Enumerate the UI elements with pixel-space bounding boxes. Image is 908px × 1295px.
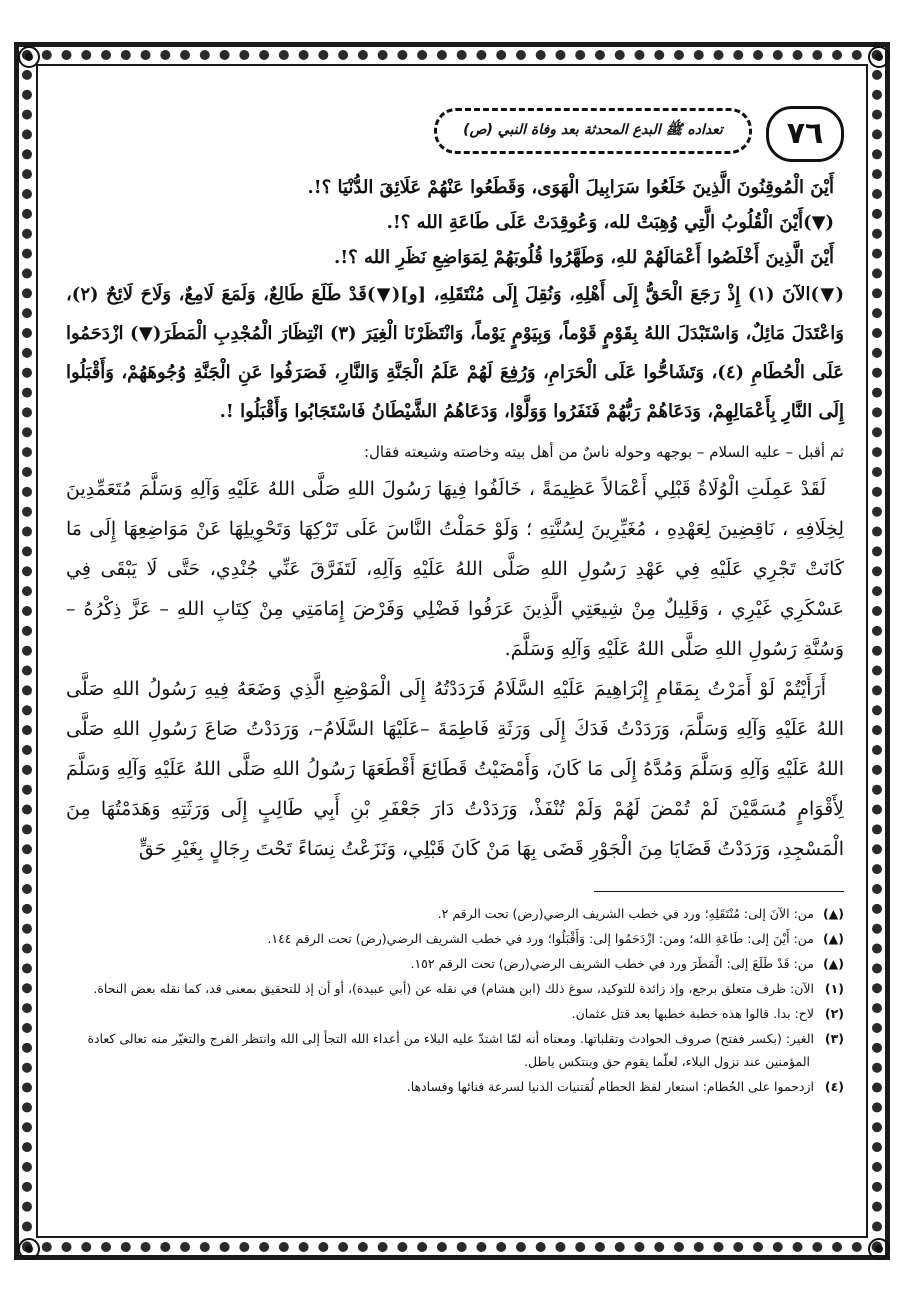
footnote-mark: (▲) — [822, 931, 844, 946]
footnote-text: الآن: ظرف متعلق برجع، وإذ زائدة للتوكيد، سوغ ذلك (ابن هشام) في نقله عن (أبي عبيدة)، أو أن إذ للتحقيق بمعنى قد، كما نقله بعض النحاة. — [93, 981, 814, 996]
footnote-mark: (▲) — [822, 956, 844, 971]
footnote-text: من: أَيْنَ إلى: طَاعَةِ الله؛ ومن: ازْدَحَمُوا إلى: وَأَقْبَلُوا؛ ورد في خطب الشريف الرضي(رض) تحت الرقم ١٤٤. — [267, 931, 814, 946]
footnote — [66, 927, 844, 950]
verse-line: أَيْنَ الْمُوقِنُونَ الَّذِينَ خَلَعُوا سَرَابِيلَ الْهَوَى، وَقَطَعُوا عَنْهُمْ عَلَائِقَ الدُّنْيَا ؟!. — [307, 177, 834, 198]
footnotes — [66, 902, 844, 1098]
footnote — [66, 1027, 844, 1073]
footnote-mark: (▲) — [822, 906, 844, 921]
footnote — [66, 952, 844, 975]
footnote — [66, 1075, 844, 1098]
verse-line: (▼)أَيْنَ الْقُلُوبُ الَّتِي وُهِبَتْ لله، وَعُوقِدَتْ عَلَى طَاعَةِ الله ؟!. — [386, 212, 834, 233]
corner-ornament-icon — [16, 1236, 42, 1262]
footnote — [66, 1002, 844, 1025]
speech-paragraph: لَقَدْ عَمِلَتِ الْوُلَاةُ قَبْلِي أَعْمَالاً عَظِيمَةً ، خَالَفُوا فِيهَا رَسُولَ اللهِ صَلَّى اللهُ عَلَيْهِ وَآلِهِ وَسَلَّمَ مُتَعَمِّدِينَ لِخِلَافِهِ ، نَاقِضِينَ لِعَهْدِهِ ، مُغَيِّرِينَ لِسُنَّتِهِ ؛ وَلَوْ حَمَلْتُ النَّاسَ عَلَى تَرْكِهَا وَتَحْوِيلِهَا عَنْ مَوَاضِعِهَا إِلَى مَا كَانَتْ تَجْرِي عَلَيْهِ فِي عَهْدِ رَسُولِ اللهِ صَلَّى اللهُ عَلَيْهِ وَآلِهِ، لَتَفَرَّقَ عَنِّي جُنْدِي، حَتَّى لَا يَبْقَى فِي عَسْكَرِي غَيْرِي ، وَقَلِيلٌ مِنْ شِيعَتِي الَّذِينَ عَرَفُوا فَضْلِي وَفَرْضَ إِمَامَتِي مِنْ كِتَابِ اللهِ – عَزَّ ذِكْرُهُ – وَسُنَّةِ رَسُولِ اللهِ صَلَّى اللهُ عَلَيْهِ وَآلِهِ وَسَلَّمَ. — [66, 478, 844, 660]
footnote-mark: (٤) — [824, 1079, 844, 1094]
corner-ornament-icon — [866, 1236, 892, 1262]
footnote — [66, 977, 844, 1000]
footnote-text: ازدحموا على الحُطام: استعار لفظ الحطام لُقتنيات الدنيا لسرعة فنائها وفسادها. — [406, 1079, 814, 1094]
chapter-title: تعداده ﷺ البدع المحدثة بعد وفاة النبي (ص) — [434, 108, 752, 154]
speech-paragraph: أَرَأَيْتُمْ لَوْ أَمَرْتُ بِمَقَامِ إِبْرَاهِيمَ عَلَيْهِ السَّلَامُ فَرَدَدْتُهُ إِلَى الْمَوْضِعِ الَّذِي وَضَعَهُ فِيهِ رَسُولُ اللهِ صَلَّى اللهُ عَلَيْهِ وَآلِهِ وَسَلَّمَ، وَرَدَدْتُ فَدَكَ إِلَى وَرَثَةِ فَاطِمَةَ –عَلَيْهَا السَّلَامُ–، وَرَدَدْتُ صَاعَ رَسُولِ اللهِ صَلَّى اللهُ عَلَيْهِ وَآلِهِ وَسَلَّمَ وَمُدَّهُ إِلَى مَا كَانَ، وَأَمْضَيْتُ قَطَائِعَ أَقْطَعَهَا رَسُولُ اللهِ صَلَّى اللهُ عَلَيْهِ وَآلِهِ وَسَلَّمَ لِأَقْوَامٍ مُسَمَّيْنَ لَمْ تُمْضَ لَهُمْ وَلَمْ تُنْفَذْ، وَرَدَدْتُ دَارَ جَعْفَرِ بْنِ أَبِي طَالِبٍ إِلَى وَرَثَتِهِ وَهَدَمْتُهَا مِنَ الْمَسْجِدِ، وَرَدَدْتُ قَضَايَا مِنَ الْجَوْرِ قَضَى بِهَا مَنْ كَانَ قَبْلِي، وَنَزَعْتُ نِسَاءً تَحْتَ رِجَالٍ بِغَيْرِ حَقٍّ — [66, 678, 844, 860]
footnote-text: لاح: بدا. قالوا هذه خطبة خطبها بعد قتل عثمان. — [571, 1006, 814, 1021]
footnote-text: من: قَدْ طَلَعَ إلى: الْمَطَرَ ورد في خطب الشريف الرضي(رض) تحت الرقم ١٥٢. — [410, 956, 814, 971]
page-header — [66, 100, 844, 166]
footnote-mark: (٣) — [824, 1031, 844, 1046]
corner-ornament-icon — [16, 44, 42, 70]
page-number: ٧٦ — [766, 106, 844, 162]
narration-intro: ثم أقبل – عليه السلام – بوجهه وحوله ناسٌ من أهل بيته وخاصته وشيعته فقال: — [363, 443, 844, 461]
corner-ornament-icon — [866, 44, 892, 70]
footnote-mark: (١) — [824, 981, 844, 996]
footnote — [66, 902, 844, 925]
page-content — [66, 100, 844, 1210]
sermon-paragraph: (▼)الآنَ (١) إِذْ رَجَعَ الْحَقُّ إِلَى أَهْلِهِ، وَنُقِلَ إِلَى مُنْتَقَلِهِ، [و](▼)قَدْ طَلَعَ طَالِعٌ، وَلَمَعَ لَامِعٌ، وَلَاحَ لَائِحٌ (٢)، وَاعْتَدَلَ مَائِلٌ، وَاسْتَبْدَلَ اللهُ بِقَوْمٍ قَوْماً، وَبِيَوْمٍ يَوْماً، وَانْتَظَرْنَا الْغِيَرَ (٣) انْتِظَارَ الْمُجْدِبِ الْمَطَرَ(▼) ازْدَحَمُوا عَلَى الْحُطَامِ (٤)، وَتَشَاحُّوا عَلَى الْحَرَامِ، وَرُفِعَ لَهُمْ عَلَمُ الْجَنَّةِ وَالنَّارِ، فَصَرَفُوا عَنِ الْجَنَّةِ وُجُوهَهُمْ، وَأَقْبَلُوا إِلَى النَّارِ بِأَعْمَالِهِمْ، وَدَعَاهُمْ رَبُّهُمْ فَنَفَرُوا وَوَلَّوْا، وَدَعَاهُمُ الشَّيْطَانُ فَاسْتَجَابُوا وَأَقْبَلُوا !. — [66, 284, 844, 422]
footnote-text: الغير: (بكسر ففتح) صروف الحوادث وتقلباتها. ومعناه أنه لمّا اشتدّ عليه البلاء من أعداء الله التجأ إلى الله وانتظر الفرج والتغيّر منه تعالى كعادة المؤمنين عند نزول البلاء، لعلّما يقوم حق وينتكس باطل. — [87, 1031, 814, 1069]
footnote-mark: (٢) — [824, 1006, 844, 1021]
footnote-text: من: الآنَ إلى: مُنْتَقَلِهِ؛ ورد في خطب الشريف الرضي(رض) تحت الرقم ٢. — [437, 906, 814, 921]
footnote-divider — [594, 891, 844, 892]
main-text — [66, 170, 844, 869]
verse-line: أَيْنَ الَّذِينَ أَخْلَصُوا أَعْمَالَهُمْ للهِ، وَطَهَّرُوا قُلُوبَهُمْ لِمَوَاضِعِ نَظَرِ الله ؟!. — [334, 247, 834, 268]
